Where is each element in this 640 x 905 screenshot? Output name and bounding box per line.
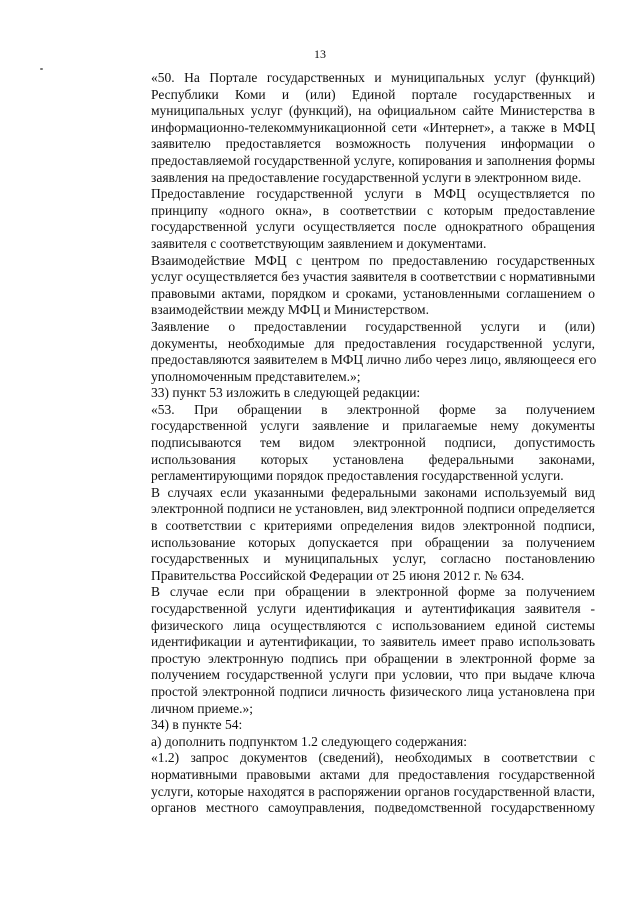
text-line: услуг осуществляется без участия заявителя в соответствии с нормативными: [151, 269, 596, 285]
paragraph: [117, 70, 595, 186]
text-line: информационно-телекоммуникационной сети «Интернет», а также в МФЦ: [151, 119, 595, 135]
text-line: 34) в пункте 54:: [151, 717, 243, 733]
paragraph: [117, 584, 595, 717]
text-line: предоставляются заявителем в МФЦ лично либо через лицо, являющееся его: [151, 352, 597, 368]
paragraph: [117, 750, 595, 816]
paragraph: [117, 717, 595, 734]
paragraph: [117, 253, 595, 319]
text-line: предоставляемой государственной услуге, копирования и заполнения формы: [151, 152, 595, 168]
text-line: простой электронной подписи личность физического лица установлена при: [151, 683, 595, 699]
text-line: уполномоченным представителем.»;: [151, 368, 361, 384]
text-line: Взаимодействие МФЦ с центром по предоставлению государственных: [151, 252, 595, 268]
text-line: получением государственной услуги при условии, что при выдаче ключа: [151, 667, 595, 683]
text-line: заявителю предоставляется возможность получения информации о: [151, 136, 595, 152]
text-line: «50. На Портале государственных и муниципальных услуг (функций): [151, 70, 595, 85]
text-line: использования которых установлена федеральными законами,: [151, 451, 595, 467]
text-line: Республики Коми и (или) Единой портале государственных и: [151, 86, 595, 102]
text-line: государственных и муниципальных услуг, согласно постановлению: [151, 551, 595, 567]
text-line: принципу «одного окна», в соответствии с которым предоставление: [151, 202, 595, 218]
text-line: использование которых допускается при обращении за получением: [151, 534, 595, 550]
text-line: подписываются тем видом электронной подписи, допустимость: [151, 435, 595, 451]
paragraph: [117, 319, 595, 385]
text-line: а) дополнить подпунктом 1.2 следующего содержания:: [151, 733, 467, 749]
text-line: Правительства Российской Федерации от 25 июня 2012 г. № 634.: [151, 567, 525, 583]
text-line: 33) пункт 53 изложить в следующей редакции:: [151, 385, 421, 401]
text-line: «1.2) запрос документов (сведений), необходимых в соответствии с: [151, 750, 595, 766]
text-line: государственной услуги осуществляется после однократного обращения: [151, 219, 595, 235]
text-line: В случае если при обращении в электронной форме за получением: [151, 584, 595, 600]
document-body: [117, 70, 595, 817]
text-line: государственной услуги идентификация и аутентификация заявителя -: [151, 601, 595, 616]
page-number: 13: [314, 47, 326, 61]
text-line: государственной услуги заявление и прилагаемые нему документы: [151, 418, 595, 434]
paragraph: [117, 186, 595, 252]
paragraph: [117, 734, 595, 751]
text-line: простую электронную подпись при обращении в электронной форме за: [151, 650, 595, 666]
text-line: личном приеме.»;: [151, 700, 253, 716]
paragraph: [117, 485, 595, 585]
text-line: «53. При обращении в электронной форме за получением: [151, 401, 595, 417]
paragraph: [117, 385, 595, 402]
text-line: муниципальных услуг (функций), на официальном сайте Министерства в: [151, 103, 595, 119]
text-line: регламентирующими порядок предоставления государственной услуги.: [151, 468, 564, 484]
text-line: услуги, которые находятся в распоряжении органов государственной власти,: [151, 783, 595, 799]
text-line: физического лица осуществляются с использованием единой системы: [151, 617, 595, 633]
text-line: документы, необходимые для предоставления государственной услуги,: [151, 335, 595, 351]
text-line: Предоставление государственной услуги в МФЦ осуществляется по: [151, 186, 595, 202]
text-line: заявления на предоставление государственной услуги в электронном виде.: [151, 169, 582, 185]
paragraph: [117, 402, 595, 485]
text-line: нормативными правовыми актами для предоставления государственной: [151, 766, 595, 782]
text-line: В случаях если указанными федеральными законами используемый вид: [151, 484, 595, 500]
text-line: в соответствии с критериями определения видов электронной подписи,: [151, 518, 595, 534]
scan-speck: [40, 68, 43, 70]
text-line: Заявление о предоставлении государственной услуги и (или): [151, 318, 595, 334]
text-line: взаимодействии между МФЦ и Министерством.: [151, 302, 429, 318]
text-line: идентификации и аутентификации, то заявитель имеет право использовать: [151, 634, 595, 650]
text-line: заявителя с соответствующим заявлением и документами.: [151, 235, 487, 251]
text-line: электронной подписи не установлен, вид электронной подписи определяется: [151, 501, 595, 517]
text-line: органов местного самоуправления, подведомственной государственному: [151, 800, 595, 816]
text-line: правовыми актами, порядком и сроками, установленными соглашением о: [151, 285, 595, 301]
